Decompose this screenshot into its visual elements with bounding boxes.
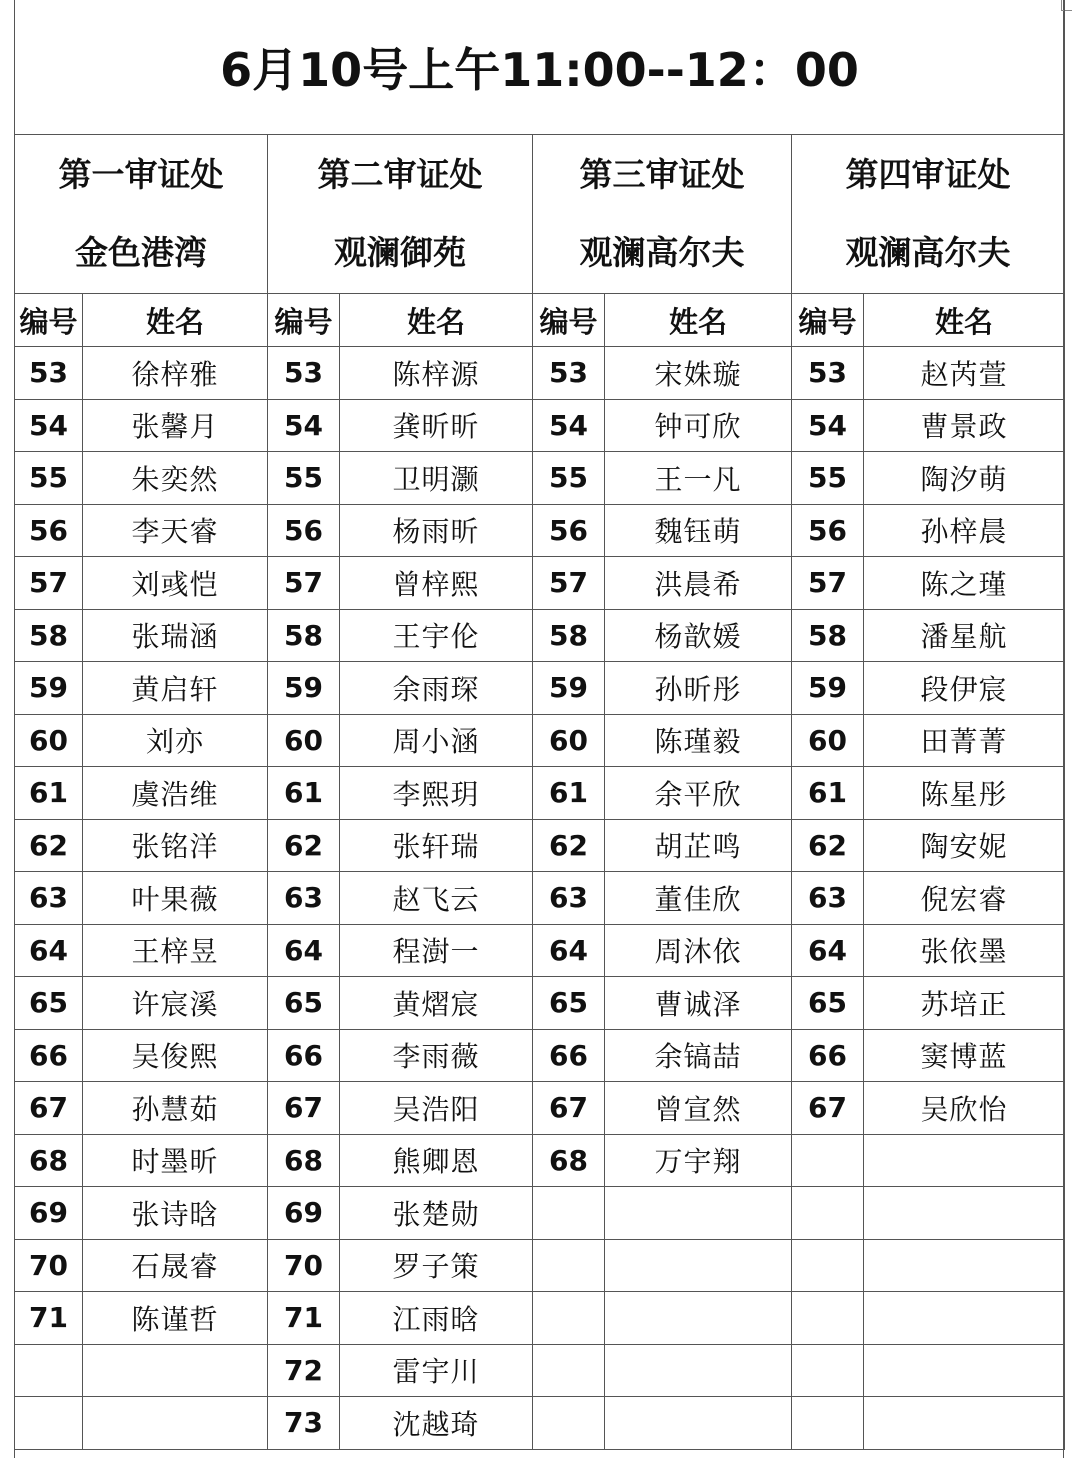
entry-name: 张瑞涵 xyxy=(83,609,268,662)
entry-name: 罗子策 xyxy=(340,1239,533,1292)
entry-name: 黄启轩 xyxy=(83,662,268,715)
station-location: 观澜御苑 xyxy=(334,233,466,272)
entry-number: 63 xyxy=(792,872,864,925)
station-header-row xyxy=(15,135,1065,294)
entry-name: 沈越琦 xyxy=(340,1397,533,1450)
entry-name: 陈之瑾 xyxy=(864,557,1065,610)
entry-number: 57 xyxy=(792,557,864,610)
entry-number: 61 xyxy=(15,767,83,820)
column-header-name: 姓名 xyxy=(83,294,268,347)
entry-number: 63 xyxy=(533,872,605,925)
entry-name: 孙慧茹 xyxy=(83,1082,268,1135)
entry-name: 吴浩阳 xyxy=(340,1082,533,1135)
table-row xyxy=(15,767,1065,820)
entry-number: 57 xyxy=(268,557,340,610)
empty-cell xyxy=(15,1397,83,1450)
station-header-2 xyxy=(268,135,533,294)
entry-name: 江雨晗 xyxy=(340,1292,533,1345)
entry-number: 68 xyxy=(268,1134,340,1187)
table-row xyxy=(15,557,1065,610)
column-header-number: 编号 xyxy=(533,294,605,347)
entry-name: 杨雨昕 xyxy=(340,504,533,557)
empty-cell xyxy=(605,1397,792,1450)
entry-number: 64 xyxy=(533,924,605,977)
entry-name: 赵飞云 xyxy=(340,872,533,925)
entry-number: 53 xyxy=(15,347,83,400)
entry-number: 53 xyxy=(792,347,864,400)
station-header-3 xyxy=(533,135,792,294)
empty-cell xyxy=(864,1187,1065,1240)
empty-cell xyxy=(864,1239,1065,1292)
entry-name: 张馨月 xyxy=(83,399,268,452)
column-header-number: 编号 xyxy=(792,294,864,347)
table-row xyxy=(15,1239,1065,1292)
entry-number: 54 xyxy=(268,399,340,452)
entry-number: 64 xyxy=(792,924,864,977)
table-row xyxy=(15,872,1065,925)
entry-number: 56 xyxy=(792,504,864,557)
entry-number: 64 xyxy=(15,924,83,977)
entry-name: 叶果薇 xyxy=(83,872,268,925)
entry-name: 张铭洋 xyxy=(83,819,268,872)
empty-cell xyxy=(83,1397,268,1450)
entry-name: 洪晨希 xyxy=(605,557,792,610)
entry-name: 周小涵 xyxy=(340,714,533,767)
entry-number: 65 xyxy=(533,977,605,1030)
entry-name: 刘亦 xyxy=(83,714,268,767)
entry-number: 65 xyxy=(15,977,83,1030)
empty-cell xyxy=(533,1397,605,1450)
entry-number: 54 xyxy=(792,399,864,452)
empty-cell xyxy=(533,1344,605,1397)
empty-cell xyxy=(605,1187,792,1240)
entry-number: 67 xyxy=(268,1082,340,1135)
empty-cell xyxy=(792,1397,864,1450)
entry-name: 赵芮萱 xyxy=(864,347,1065,400)
entry-number: 71 xyxy=(15,1292,83,1345)
entry-name: 田菁菁 xyxy=(864,714,1065,767)
entry-name: 吴欣怡 xyxy=(864,1082,1065,1135)
empty-cell xyxy=(864,1344,1065,1397)
entry-number: 62 xyxy=(533,819,605,872)
entry-name: 陈瑾毅 xyxy=(605,714,792,767)
entry-name: 曾宣然 xyxy=(605,1082,792,1135)
entry-name: 余雨琛 xyxy=(340,662,533,715)
table-row xyxy=(15,819,1065,872)
table-row xyxy=(15,924,1065,977)
entry-name: 窦博蓝 xyxy=(864,1029,1065,1082)
entry-number: 61 xyxy=(792,767,864,820)
entry-number: 71 xyxy=(268,1292,340,1345)
station-location: 观澜高尔夫 xyxy=(579,233,745,272)
entry-name: 王一凡 xyxy=(605,452,792,505)
empty-cell xyxy=(533,1187,605,1240)
entry-name: 李雨薇 xyxy=(340,1029,533,1082)
table-row xyxy=(15,1029,1065,1082)
title-row xyxy=(15,0,1065,135)
entry-number: 73 xyxy=(268,1397,340,1450)
empty-cell xyxy=(83,1344,268,1397)
entry-number: 59 xyxy=(533,662,605,715)
entry-name: 周沐依 xyxy=(605,924,792,977)
page-title: 6月10号上午11:00--12：00 xyxy=(15,0,1065,135)
entry-number: 67 xyxy=(15,1082,83,1135)
station-location: 观澜高尔夫 xyxy=(845,233,1011,272)
table-row xyxy=(15,1187,1065,1240)
entry-name: 段伊宸 xyxy=(864,662,1065,715)
entry-name: 魏钰萌 xyxy=(605,504,792,557)
column-header-name: 姓名 xyxy=(340,294,533,347)
station-header-1 xyxy=(15,135,268,294)
entry-number: 54 xyxy=(533,399,605,452)
entry-number: 66 xyxy=(533,1029,605,1082)
entry-number: 63 xyxy=(15,872,83,925)
table-row xyxy=(15,504,1065,557)
column-header-name: 姓名 xyxy=(864,294,1065,347)
entry-name: 黄熠宸 xyxy=(340,977,533,1030)
table-row xyxy=(15,1344,1065,1397)
entry-number: 60 xyxy=(792,714,864,767)
table-row xyxy=(15,609,1065,662)
entry-number: 59 xyxy=(268,662,340,715)
entry-number: 56 xyxy=(533,504,605,557)
entry-name: 卫明灏 xyxy=(340,452,533,505)
entry-name: 吴俊熙 xyxy=(83,1029,268,1082)
table-row xyxy=(15,977,1065,1030)
entry-name: 李天睿 xyxy=(83,504,268,557)
entry-number: 66 xyxy=(792,1029,864,1082)
empty-cell xyxy=(864,1292,1065,1345)
entry-name: 雷宇川 xyxy=(340,1344,533,1397)
entry-name: 苏培正 xyxy=(864,977,1065,1030)
entry-number: 67 xyxy=(792,1082,864,1135)
entry-number: 55 xyxy=(533,452,605,505)
entry-number: 60 xyxy=(533,714,605,767)
column-header-number: 编号 xyxy=(268,294,340,347)
entry-number: 72 xyxy=(268,1344,340,1397)
station-header-4 xyxy=(792,135,1065,294)
entry-number: 68 xyxy=(533,1134,605,1187)
table-row xyxy=(15,399,1065,452)
entry-number: 63 xyxy=(268,872,340,925)
entry-name: 孙昕彤 xyxy=(605,662,792,715)
entry-name: 虞浩维 xyxy=(83,767,268,820)
table-row xyxy=(15,1397,1065,1450)
entry-number: 55 xyxy=(792,452,864,505)
empty-cell xyxy=(533,1292,605,1345)
entry-number: 58 xyxy=(533,609,605,662)
entry-name: 王梓昱 xyxy=(83,924,268,977)
entry-name: 倪宏睿 xyxy=(864,872,1065,925)
table-row xyxy=(15,1134,1065,1187)
station-office: 第二审证处 xyxy=(317,155,483,194)
entry-name: 朱奕然 xyxy=(83,452,268,505)
empty-cell xyxy=(605,1344,792,1397)
entry-number: 54 xyxy=(15,399,83,452)
column-header-name: 姓名 xyxy=(605,294,792,347)
entry-number: 70 xyxy=(15,1239,83,1292)
entry-number: 57 xyxy=(533,557,605,610)
entry-number: 62 xyxy=(15,819,83,872)
column-header-row xyxy=(15,294,1065,347)
table-row xyxy=(15,714,1065,767)
entry-name: 张诗晗 xyxy=(83,1187,268,1240)
schedule-table xyxy=(14,0,1065,1450)
station-office: 第四审证处 xyxy=(845,155,1011,194)
entry-number: 57 xyxy=(15,557,83,610)
empty-cell xyxy=(792,1134,864,1187)
entry-number: 53 xyxy=(533,347,605,400)
entry-number: 64 xyxy=(268,924,340,977)
entry-number: 61 xyxy=(533,767,605,820)
entry-number: 69 xyxy=(268,1187,340,1240)
entry-name: 石晟睿 xyxy=(83,1239,268,1292)
empty-cell xyxy=(864,1134,1065,1187)
table-row xyxy=(15,452,1065,505)
entry-name: 余镐喆 xyxy=(605,1029,792,1082)
entry-name: 刘彧恺 xyxy=(83,557,268,610)
entry-name: 陈谨哲 xyxy=(83,1292,268,1345)
entry-number: 66 xyxy=(15,1029,83,1082)
entry-number: 60 xyxy=(15,714,83,767)
entry-name: 余平欣 xyxy=(605,767,792,820)
entry-number: 56 xyxy=(268,504,340,557)
empty-cell xyxy=(15,1344,83,1397)
empty-cell xyxy=(533,1239,605,1292)
entry-number: 62 xyxy=(268,819,340,872)
empty-cell xyxy=(605,1292,792,1345)
table-row xyxy=(15,1082,1065,1135)
entry-name: 徐梓雅 xyxy=(83,347,268,400)
entry-name: 时墨昕 xyxy=(83,1134,268,1187)
entry-number: 69 xyxy=(15,1187,83,1240)
entry-number: 61 xyxy=(268,767,340,820)
entry-name: 孙梓晨 xyxy=(864,504,1065,557)
entry-name: 曹景政 xyxy=(864,399,1065,452)
entry-name: 王宇伦 xyxy=(340,609,533,662)
entry-number: 55 xyxy=(15,452,83,505)
entry-name: 万宇翔 xyxy=(605,1134,792,1187)
entry-number: 65 xyxy=(792,977,864,1030)
entry-name: 许宸溪 xyxy=(83,977,268,1030)
empty-cell xyxy=(792,1239,864,1292)
entry-name: 潘星航 xyxy=(864,609,1065,662)
entry-name: 张楚勋 xyxy=(340,1187,533,1240)
entry-number: 68 xyxy=(15,1134,83,1187)
station-office: 第三审证处 xyxy=(579,155,745,194)
entry-number: 60 xyxy=(268,714,340,767)
empty-cell xyxy=(864,1397,1065,1450)
empty-cell xyxy=(792,1344,864,1397)
empty-cell xyxy=(792,1292,864,1345)
entry-name: 陶安妮 xyxy=(864,819,1065,872)
entry-name: 胡芷鸣 xyxy=(605,819,792,872)
entry-name: 陈梓源 xyxy=(340,347,533,400)
empty-cell xyxy=(605,1239,792,1292)
entry-name: 钟可欣 xyxy=(605,399,792,452)
entry-number: 67 xyxy=(533,1082,605,1135)
entry-number: 65 xyxy=(268,977,340,1030)
entry-name: 龚昕昕 xyxy=(340,399,533,452)
entry-name: 张轩瑞 xyxy=(340,819,533,872)
table-row xyxy=(15,1292,1065,1345)
entry-number: 70 xyxy=(268,1239,340,1292)
entry-name: 李熙玥 xyxy=(340,767,533,820)
entry-number: 58 xyxy=(792,609,864,662)
station-location: 金色港湾 xyxy=(75,233,207,272)
table-row xyxy=(15,347,1065,400)
entry-number: 59 xyxy=(792,662,864,715)
entry-name: 陶汐萌 xyxy=(864,452,1065,505)
entry-number: 58 xyxy=(15,609,83,662)
empty-cell xyxy=(792,1187,864,1240)
entry-name: 陈星彤 xyxy=(864,767,1065,820)
entry-name: 曾梓熙 xyxy=(340,557,533,610)
entry-name: 熊卿恩 xyxy=(340,1134,533,1187)
entry-number: 62 xyxy=(792,819,864,872)
entry-name: 董佳欣 xyxy=(605,872,792,925)
entry-number: 55 xyxy=(268,452,340,505)
entry-number: 56 xyxy=(15,504,83,557)
entry-name: 程澍一 xyxy=(340,924,533,977)
entry-name: 曹诚泽 xyxy=(605,977,792,1030)
entry-number: 58 xyxy=(268,609,340,662)
entry-number: 53 xyxy=(268,347,340,400)
column-header-number: 编号 xyxy=(15,294,83,347)
station-office: 第一审证处 xyxy=(58,155,224,194)
entry-name: 杨歆媛 xyxy=(605,609,792,662)
entry-name: 张依墨 xyxy=(864,924,1065,977)
table-row xyxy=(15,662,1065,715)
entry-number: 59 xyxy=(15,662,83,715)
entry-number: 66 xyxy=(268,1029,340,1082)
entry-name: 宋姝璇 xyxy=(605,347,792,400)
